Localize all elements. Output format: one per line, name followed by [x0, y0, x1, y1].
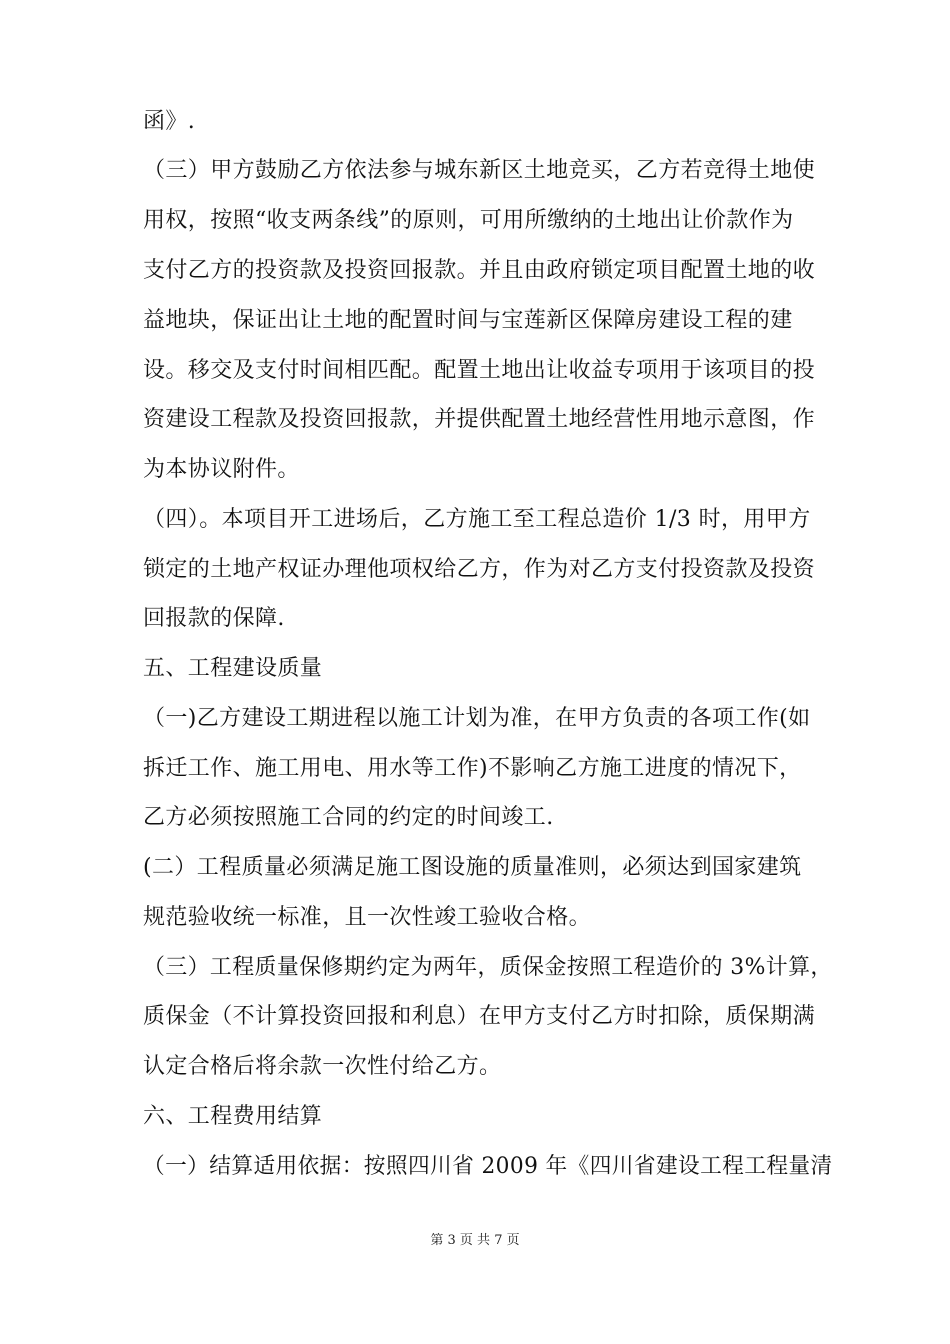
- text-line: 乙方必须按照施工合同的约定的时间竣工.: [143, 805, 554, 830]
- text-line: （一）结算适用依据：按照四川省 2009 年《四川省建设工程工程量清: [143, 1154, 833, 1179]
- section-heading: 五、工程建设质量: [143, 656, 323, 681]
- text-line: 拆迁工作、施工用电、用水等工作)不影响乙方施工进度的情况下，: [143, 756, 802, 781]
- text-line: 质保金（不计算投资回报和利息）在甲方支付乙方时扣除，质保期满: [143, 1004, 816, 1029]
- text-line: 资建设工程款及投资回报款，并提供配置土地经营性用地示意图，作: [143, 407, 816, 432]
- text-line: （四）。本项目开工进场后，乙方施工至工程总造价 1/3 时，用甲方: [143, 507, 811, 532]
- text-line: 设。移交及支付时间相匹配。配置土地出让收益专项用于该项目的投: [143, 358, 816, 383]
- text-line: 规范验收统一标准，且一次性竣工验收合格。: [143, 905, 592, 930]
- text-line: （一)乙方建设工期进程以施工计划为准，在甲方负责的各项工作(如: [143, 706, 811, 731]
- text-line: 益地块，保证出让土地的配置时间与宝莲新区保障房建设工程的建: [143, 308, 793, 333]
- text-line: 支付乙方的投资款及投资回报款。并且由政府锁定项目配置土地的收: [143, 258, 816, 283]
- text-line: (二）工程质量必须满足施工图设施的质量准则，必须达到国家建筑: [143, 855, 802, 880]
- text-line: （三）工程质量保修期约定为两年，质保金按照工程造价的 3%计算，: [143, 955, 833, 980]
- text-line: 锁定的土地产权证办理他项权给乙方，作为对乙方支付投资款及投资: [143, 557, 816, 582]
- page-footer: 第 3 页 共 7 页: [430, 1233, 520, 1248]
- text-line: 函》.: [143, 109, 196, 134]
- text-line: 回报款的保障.: [143, 606, 285, 631]
- text-line: （三）甲方鼓励乙方依法参与城东新区土地竞买，乙方若竞得土地使: [143, 158, 816, 183]
- section-heading: 六、工程费用结算: [143, 1104, 323, 1129]
- text-line: 为本协议附件。: [143, 457, 300, 482]
- text-line: 认定合格后将余款一次性付给乙方。: [143, 1054, 502, 1079]
- text-line: 用权，按照“收支两条线”的原则，可用所缴纳的土地出让价款作为: [143, 208, 794, 233]
